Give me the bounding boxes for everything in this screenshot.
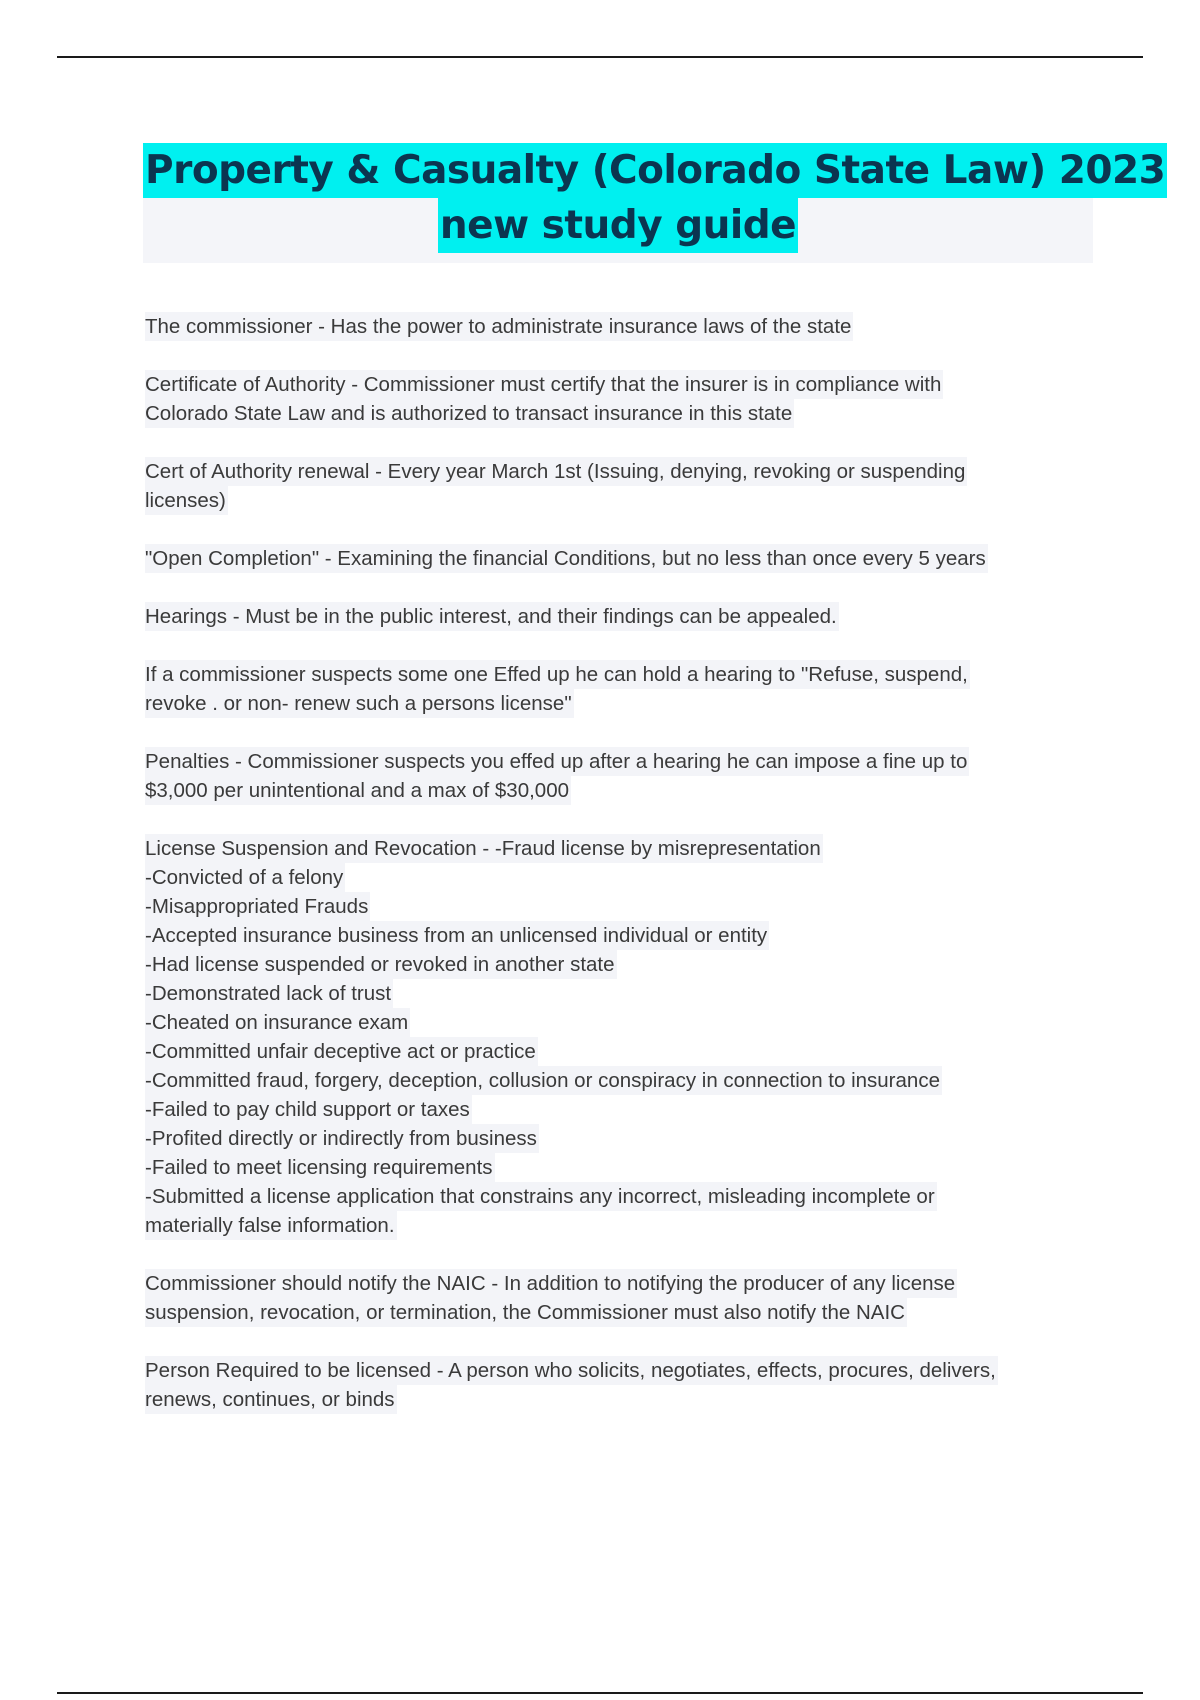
- entry-line: Cert of Authority renewal - Every year March 1st (Issuing, denying, revoking or suspending: [145, 457, 967, 486]
- entry-notify-naic: [145, 1269, 1085, 1327]
- top-rule: [57, 56, 1143, 58]
- title-line-1: Property & Casualty (Colorado State Law) 2023: [143, 143, 1167, 198]
- entry-line: License Suspension and Revocation - -Fraud license by misrepresentation: [145, 834, 823, 863]
- entry-commissioner: [145, 312, 1085, 341]
- entry-line: Hearings - Must be in the public interest, and their findings can be appealed.: [145, 602, 839, 631]
- entry-line: -Submitted a license application that constrains any incorrect, misleading incomplete or: [145, 1182, 937, 1211]
- entry-line: materially false information.: [145, 1211, 397, 1240]
- entry-line: Commissioner should notify the NAIC - In addition to notifying the producer of any license: [145, 1269, 957, 1298]
- entry-cert-renewal: [145, 457, 1085, 515]
- entry-line: suspension, revocation, or termination, the Commissioner must also notify the NAIC: [145, 1298, 907, 1327]
- entry-person-required-licensed: [145, 1356, 1085, 1414]
- entry-line: -Misappropriated Frauds: [145, 892, 370, 921]
- entry-line: -Cheated on insurance exam: [145, 1008, 410, 1037]
- entry-line: $3,000 per unintentional and a max of $30,000: [145, 776, 571, 805]
- entry-line: -Committed unfair deceptive act or practice: [145, 1037, 538, 1066]
- document-title: [143, 143, 1166, 263]
- entry-line: renews, continues, or binds: [145, 1385, 397, 1414]
- entry-line: -Accepted insurance business from an unlicensed individual or entity: [145, 921, 769, 950]
- entry-open-completion: [145, 544, 1085, 573]
- bottom-rule: [57, 1692, 1143, 1694]
- entry-line: -Had license suspended or revoked in another state: [145, 950, 617, 979]
- entry-line: "Open Completion" - Examining the financial Conditions, but no less than once every 5 years: [145, 544, 988, 573]
- title-line-2: new study guide: [438, 198, 798, 253]
- entry-line: The commissioner - Has the power to administrate insurance laws of the state: [145, 312, 853, 341]
- entry-line: -Failed to pay child support or taxes: [145, 1095, 472, 1124]
- entry-commissioner-hearing: [145, 660, 1085, 718]
- entry-line: -Profited directly or indirectly from business: [145, 1124, 539, 1153]
- entry-line: Person Required to be licensed - A person who solicits, negotiates, effects, procures, delivers,: [145, 1356, 998, 1385]
- entry-certificate-of-authority: [145, 370, 1085, 428]
- entry-line: -Convicted of a felony: [145, 863, 345, 892]
- entry-hearings: [145, 602, 1085, 631]
- entry-line: licenses): [145, 486, 228, 515]
- entry-line: If a commissioner suspects some one Effed up he can hold a hearing to "Refuse, suspend,: [145, 660, 970, 689]
- entry-line: -Committed fraud, forgery, deception, collusion or conspiracy in connection to insurance: [145, 1066, 942, 1095]
- entry-line: -Demonstrated lack of trust: [145, 979, 393, 1008]
- entry-penalties: [145, 747, 1085, 805]
- entry-line: Penalties - Commissioner suspects you effed up after a hearing he can impose a fine up to: [145, 747, 969, 776]
- study-guide-body: [145, 312, 1085, 1443]
- entry-line: revoke . or non- renew such a persons license": [145, 689, 574, 718]
- entry-line: Certificate of Authority - Commissioner must certify that the insurer is in compliance with: [145, 370, 943, 399]
- entry-line: -Failed to meet licensing requirements: [145, 1153, 495, 1182]
- entry-line: Colorado State Law and is authorized to transact insurance in this state: [145, 399, 794, 428]
- entry-license-suspension: [145, 834, 1085, 1240]
